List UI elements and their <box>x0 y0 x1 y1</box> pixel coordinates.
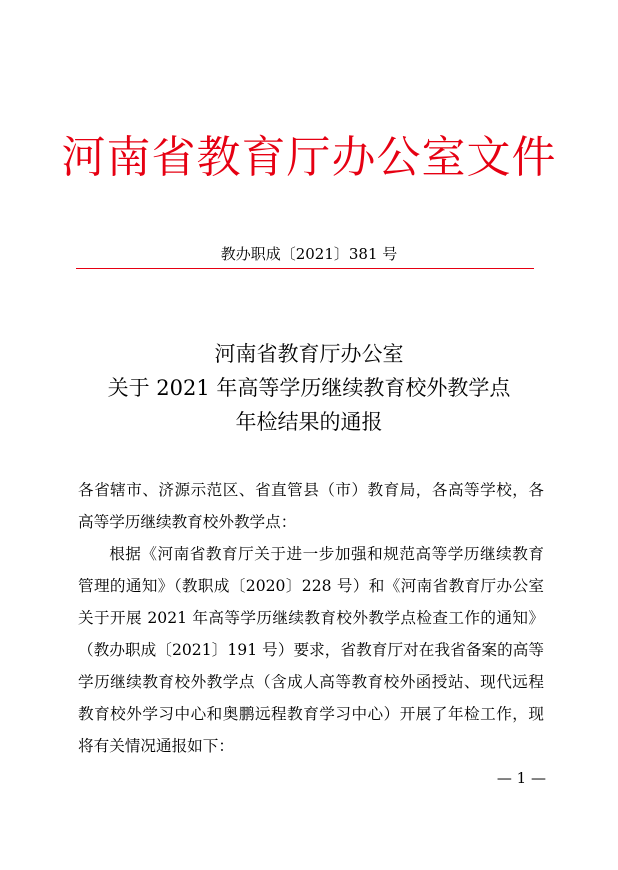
red-separator-line <box>76 268 534 269</box>
page-number: — 1 — <box>496 769 546 787</box>
document-number: 教办职成〔2021〕381 号 <box>220 245 398 263</box>
document-header-title: 河南省教育厅办公室文件 <box>61 132 557 183</box>
document-body <box>78 474 544 762</box>
body-paragraph: 根据《河南省教育厅关于进一步加强和规范高等学历继续教育管理的通知》（教职成〔2020〕228 号）和《河南省教育厅办公室关于开展 2021 年高等学历继续教育校外教学点检查工作的通知》（教办职成〔2021〕191 号）要求，省教育厅对在我省备案的高等学历继续教育校外教学点（含成人高等教育校外函授站、现代远程教育校外学习中心和奥鹏远程教育学习中心）开展了年检工作，现将有关情况通报如下： <box>78 545 544 755</box>
salutation: 各省辖市、济源示范区、省直管县（市）教育局，各高等学校，各高等学历继续教育校外教学点： <box>78 481 544 531</box>
notice-title-line-2: 关于 2021 年高等学历继续教育校外教学点 <box>107 376 511 400</box>
notice-title-line-1: 河南省教育厅办公室 <box>214 342 404 366</box>
notice-title <box>0 337 618 439</box>
notice-title-line-3: 年检结果的通报 <box>235 410 383 434</box>
